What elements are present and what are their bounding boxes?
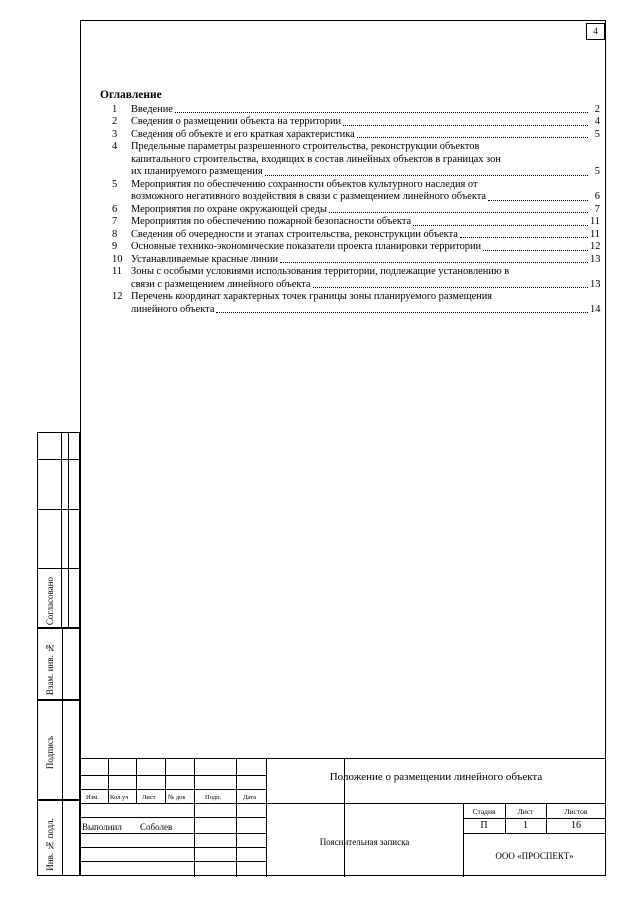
toc-leader-dots: [265, 175, 588, 176]
toc-item-text: связи с размещением линейного объекта: [131, 278, 311, 290]
header-podp: Подп.: [205, 794, 222, 801]
toc-entry-line: [131, 241, 600, 254]
table-of-contents: [100, 89, 600, 316]
signature-label: Подпись: [45, 735, 55, 769]
header-list: Лист: [142, 794, 156, 801]
toc-item-text: Сведения об объекте и его краткая характеристика: [131, 128, 355, 140]
toc-item-number: 7: [112, 216, 118, 227]
sheet-value: 1: [523, 820, 528, 831]
toc-item-number: 11: [112, 266, 123, 277]
toc-item: [100, 104, 600, 117]
toc-item-number: 9: [112, 241, 118, 252]
toc-entry-line: [131, 279, 600, 292]
toc-item-page: 6: [594, 191, 600, 202]
toc-leader-dots: [329, 212, 588, 213]
toc-item: [100, 129, 600, 142]
sheets-label: Листов: [564, 807, 588, 816]
toc-item: [100, 179, 600, 204]
toc-item-text: их планируемого размещения: [131, 166, 263, 177]
toc-entry-line: [131, 116, 600, 129]
performed-name: Соболев: [140, 822, 173, 832]
page-number: 4: [586, 23, 605, 40]
toc-item: [100, 266, 600, 291]
toc-item-text: Основные технико-экономические показатели проекта планировки территории: [131, 241, 482, 252]
toc-item: [100, 141, 600, 179]
toc-leader-dots: [216, 312, 588, 313]
toc-item-number: 3: [112, 128, 118, 140]
toc-item-text: капитального строительства, входящих в состав линейных объектов в границах зон: [131, 153, 501, 165]
toc-leader-dots: [357, 137, 588, 138]
toc-entry-line: [131, 191, 600, 204]
toc-item-text: Сведения о размещении объекта на территории: [131, 116, 342, 127]
toc-item-page: 4: [594, 116, 600, 127]
header-ndok: № док: [168, 794, 186, 801]
company-name: ООО «ПРОСПЕКТ»: [495, 851, 574, 861]
toc-leader-dots: [343, 125, 588, 126]
toc-item-text: Мероприятия по охране окружающей среды: [131, 203, 327, 215]
sheets-value: 16: [571, 820, 581, 831]
toc-entry-line: [131, 204, 600, 217]
header-date: Дата: [243, 794, 256, 801]
toc-leader-dots: [483, 250, 588, 251]
toc-item: [100, 254, 600, 267]
header-izm: Изм.: [86, 794, 99, 801]
performed-label: Выполнил: [82, 822, 122, 832]
toc-item-page: 13: [590, 253, 601, 265]
toc-item: [100, 216, 600, 229]
toc-item-text: Зоны с особыми условиями использования территории, подлежащие установлению в: [131, 266, 510, 277]
toc-leader-dots: [313, 287, 588, 288]
toc-item-number: 10: [112, 253, 123, 265]
toc-entry-line: [131, 254, 600, 267]
toc-entry-line: [131, 229, 600, 242]
toc-item: [100, 291, 600, 316]
document-title: Положение о размещении линейного объекта: [329, 771, 543, 783]
toc-item-page: 12: [590, 241, 601, 252]
toc-entry-line: [131, 166, 600, 179]
toc-item-page: 5: [594, 166, 600, 177]
toc-item-text: линейного объекта: [131, 303, 215, 315]
toc-item-text: Введение: [131, 103, 173, 115]
toc-item-number: 2: [112, 116, 118, 127]
toc-item-page: 11: [590, 228, 601, 240]
replace-inv-label: Взам. инв. №: [45, 642, 55, 695]
toc-leader-dots: [175, 112, 588, 113]
toc-leader-dots: [413, 225, 588, 226]
inv-original-label: Инв. № подл.: [45, 818, 55, 871]
toc-list: [100, 104, 600, 317]
title-block: [80, 758, 606, 876]
toc-item-number: 4: [112, 141, 118, 152]
side-stamp-signature: [37, 700, 80, 800]
toc-entry-line: [131, 129, 600, 142]
toc-item: [100, 204, 600, 217]
toc-item-number: 8: [112, 228, 118, 240]
agreed-label: Согласовано: [45, 576, 55, 625]
toc-item-page: 14: [590, 303, 601, 315]
toc-item-page: 5: [594, 128, 600, 140]
toc-item-text: Мероприятия по обеспечению пожарной безопасности объекта: [131, 216, 412, 227]
toc-item-page: 13: [590, 278, 601, 290]
toc-entry-line: [131, 104, 600, 117]
toc-item-page: 11: [590, 216, 601, 227]
toc-item-text: Мероприятия по обеспечению сохранности объектов культурного наследия от: [131, 178, 478, 190]
toc-entry-line: [131, 304, 600, 317]
toc-item-page: 7: [594, 203, 600, 215]
toc-item-text: Устанавливаемые красные линии: [131, 253, 279, 265]
toc-item-text: Сведения об очередности и этапах строительства, реконструкции объекта: [131, 228, 458, 240]
toc-leader-dots: [460, 237, 588, 238]
side-stamp-agreed: [37, 432, 80, 628]
toc-item-page: 2: [594, 103, 600, 115]
toc-item: [100, 116, 600, 129]
toc-entry-line: [131, 216, 600, 229]
toc-item-text: Перечень координат характерных точек границы зоны планируемого размещения: [131, 291, 493, 302]
toc-leader-dots: [488, 200, 588, 201]
toc-item-text: Предельные параметры разрешенного строительства, реконструкции объектов: [131, 141, 480, 152]
toc-leader-dots: [280, 262, 588, 263]
toc-item-number: 6: [112, 203, 118, 215]
stage-label: Стадия: [472, 807, 496, 816]
toc-item-number: 5: [112, 178, 118, 190]
side-stamp-replace-inv: [37, 628, 80, 700]
toc-item-text: возможного негативного воздействия в связи с размещением линейного объекта: [131, 191, 487, 202]
toc-title: Оглавление: [100, 89, 162, 101]
toc-item: [100, 229, 600, 242]
stage-value: П: [480, 820, 488, 831]
toc-item-number: 1: [112, 103, 118, 115]
sheet-label: Лист: [517, 807, 534, 816]
side-stamp-inv-original: [37, 800, 80, 876]
toc-item-number: 12: [112, 291, 123, 302]
toc-item: [100, 241, 600, 254]
header-kol: Кол.уч: [110, 794, 129, 801]
section-title: Пояснительная записка: [319, 837, 410, 847]
